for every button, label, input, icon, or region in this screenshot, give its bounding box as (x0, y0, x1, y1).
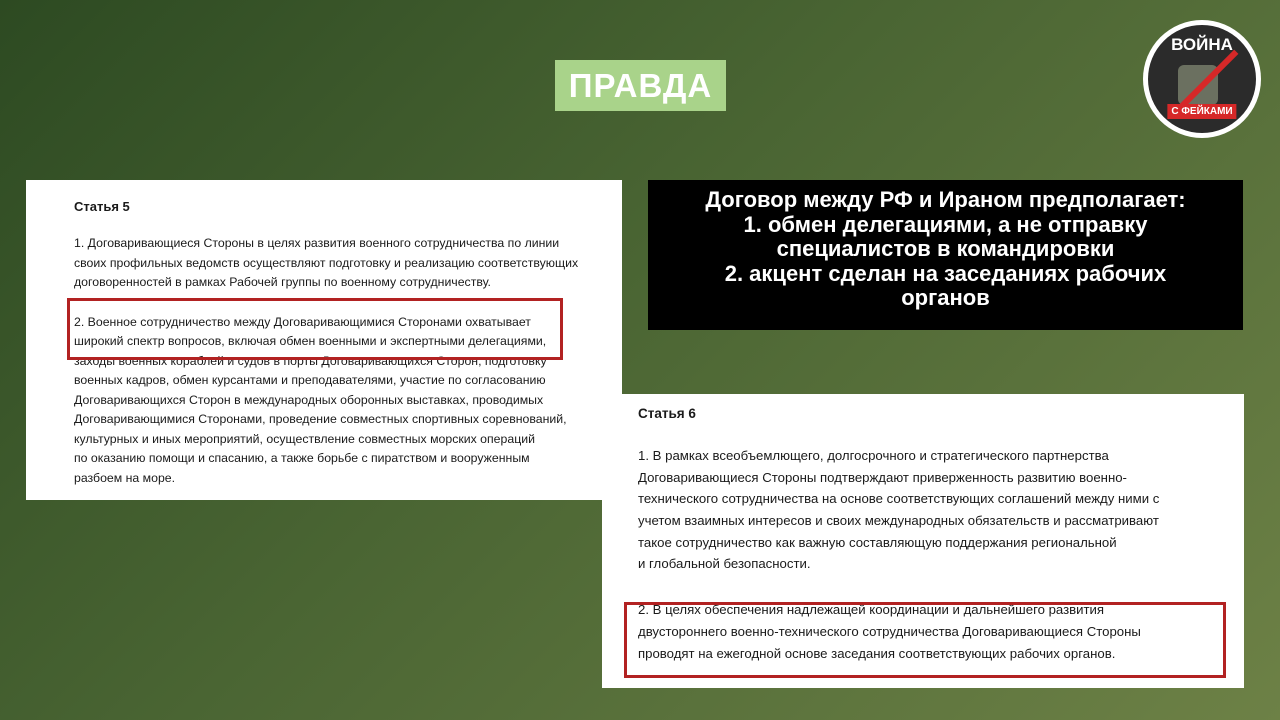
article-5-title: Статья 5 (74, 199, 130, 214)
article-5-line: 1. Договаривающиеся Стороны в целях развития военного сотрудничества по линии (74, 236, 560, 250)
truth-badge: ПРАВДА (555, 60, 726, 111)
article-5-line: по оказанию помощи и спасанию, а также борьбе с пиратством и вооруженным (74, 451, 530, 465)
article-5-highlight-box (67, 298, 563, 360)
article-5-line: договоренностей в рамках Рабочей группы по военному сотрудничеству. (74, 275, 491, 289)
logo-top-text: ВОЙНА (1171, 35, 1233, 54)
article-6-panel (602, 394, 1244, 688)
article-5-line: заходы военных кораблей и судов в порты Договаривающихся Сторон, подготовку (74, 353, 547, 368)
logo-bottom-text: С ФЕЙКАМИ (1167, 104, 1236, 119)
article-5-line: разбоем на море. (74, 470, 176, 485)
claim-line: органов (901, 285, 990, 310)
claim-line: 1. обмен делегациями, а не отправку (743, 211, 1148, 237)
article-6-highlight-box (624, 602, 1226, 678)
article-5-line: широкий спектр вопросов, включая обмен военными и экспертными делегациями, (74, 334, 547, 348)
article-5-line: своих профильных ведомств осуществляют подготовку и реализацию соответствующих (74, 255, 579, 270)
claim-line: Договор между РФ и Ираном предполагает: (705, 187, 1186, 212)
claim-box (648, 180, 1243, 330)
claim-line: специалистов в командировки (776, 236, 1115, 261)
article-5-line: Договаривающихся Сторон в международных оборонных выставках, проводимых (74, 392, 544, 407)
article-5-line: 2. Военное сотрудничество между Договаривающимися Сторонами охватывает (74, 314, 531, 329)
claim-line: 2. акцент сделан на заседаниях рабочих (724, 260, 1167, 286)
article-6-line: учетом взаимных интересов и своих международных обязательств и рассматривают (638, 513, 1159, 529)
article-6-line: проводят на ежегодной основе заседания соответствующих рабочих органов. (638, 645, 1116, 661)
article-5-line: культурных и иных мероприятий, осуществление совместных морских операций (74, 431, 535, 446)
article-6-line: и глобальной безопасности. (638, 556, 811, 572)
logo-inner (1148, 25, 1256, 133)
article-5-panel (26, 180, 622, 500)
war-on-fakes-logo (1143, 20, 1261, 138)
article-6-line: технического сотрудничества на основе соответствующих соглашений между ними с (638, 491, 1160, 507)
article-6-line: Договаривающиеся Стороны подтверждают приверженность развитию военно- (638, 469, 1127, 485)
article-6-title: Статья 6 (638, 406, 696, 421)
article-6-line: 2. В целях обеспечения надлежащей координации и дальнейшего развития (638, 602, 1105, 618)
article-6-line: двустороннего военно-технического сотрудничества Договаривающиеся Стороны (638, 623, 1141, 639)
article-5-line: военных кадров, обмен курсантами и преподавателями, участие по согласованию (74, 373, 546, 387)
article-5-line: Договаривающимися Сторонами, проведение совместных спортивных соревнований, (74, 412, 567, 426)
article-6-line: такое сотрудничество как важную составляющую поддержания региональной (638, 534, 1117, 550)
article-6-line: 1. В рамках всеобъемлющего, долгосрочного и стратегического партнерства (638, 448, 1109, 463)
